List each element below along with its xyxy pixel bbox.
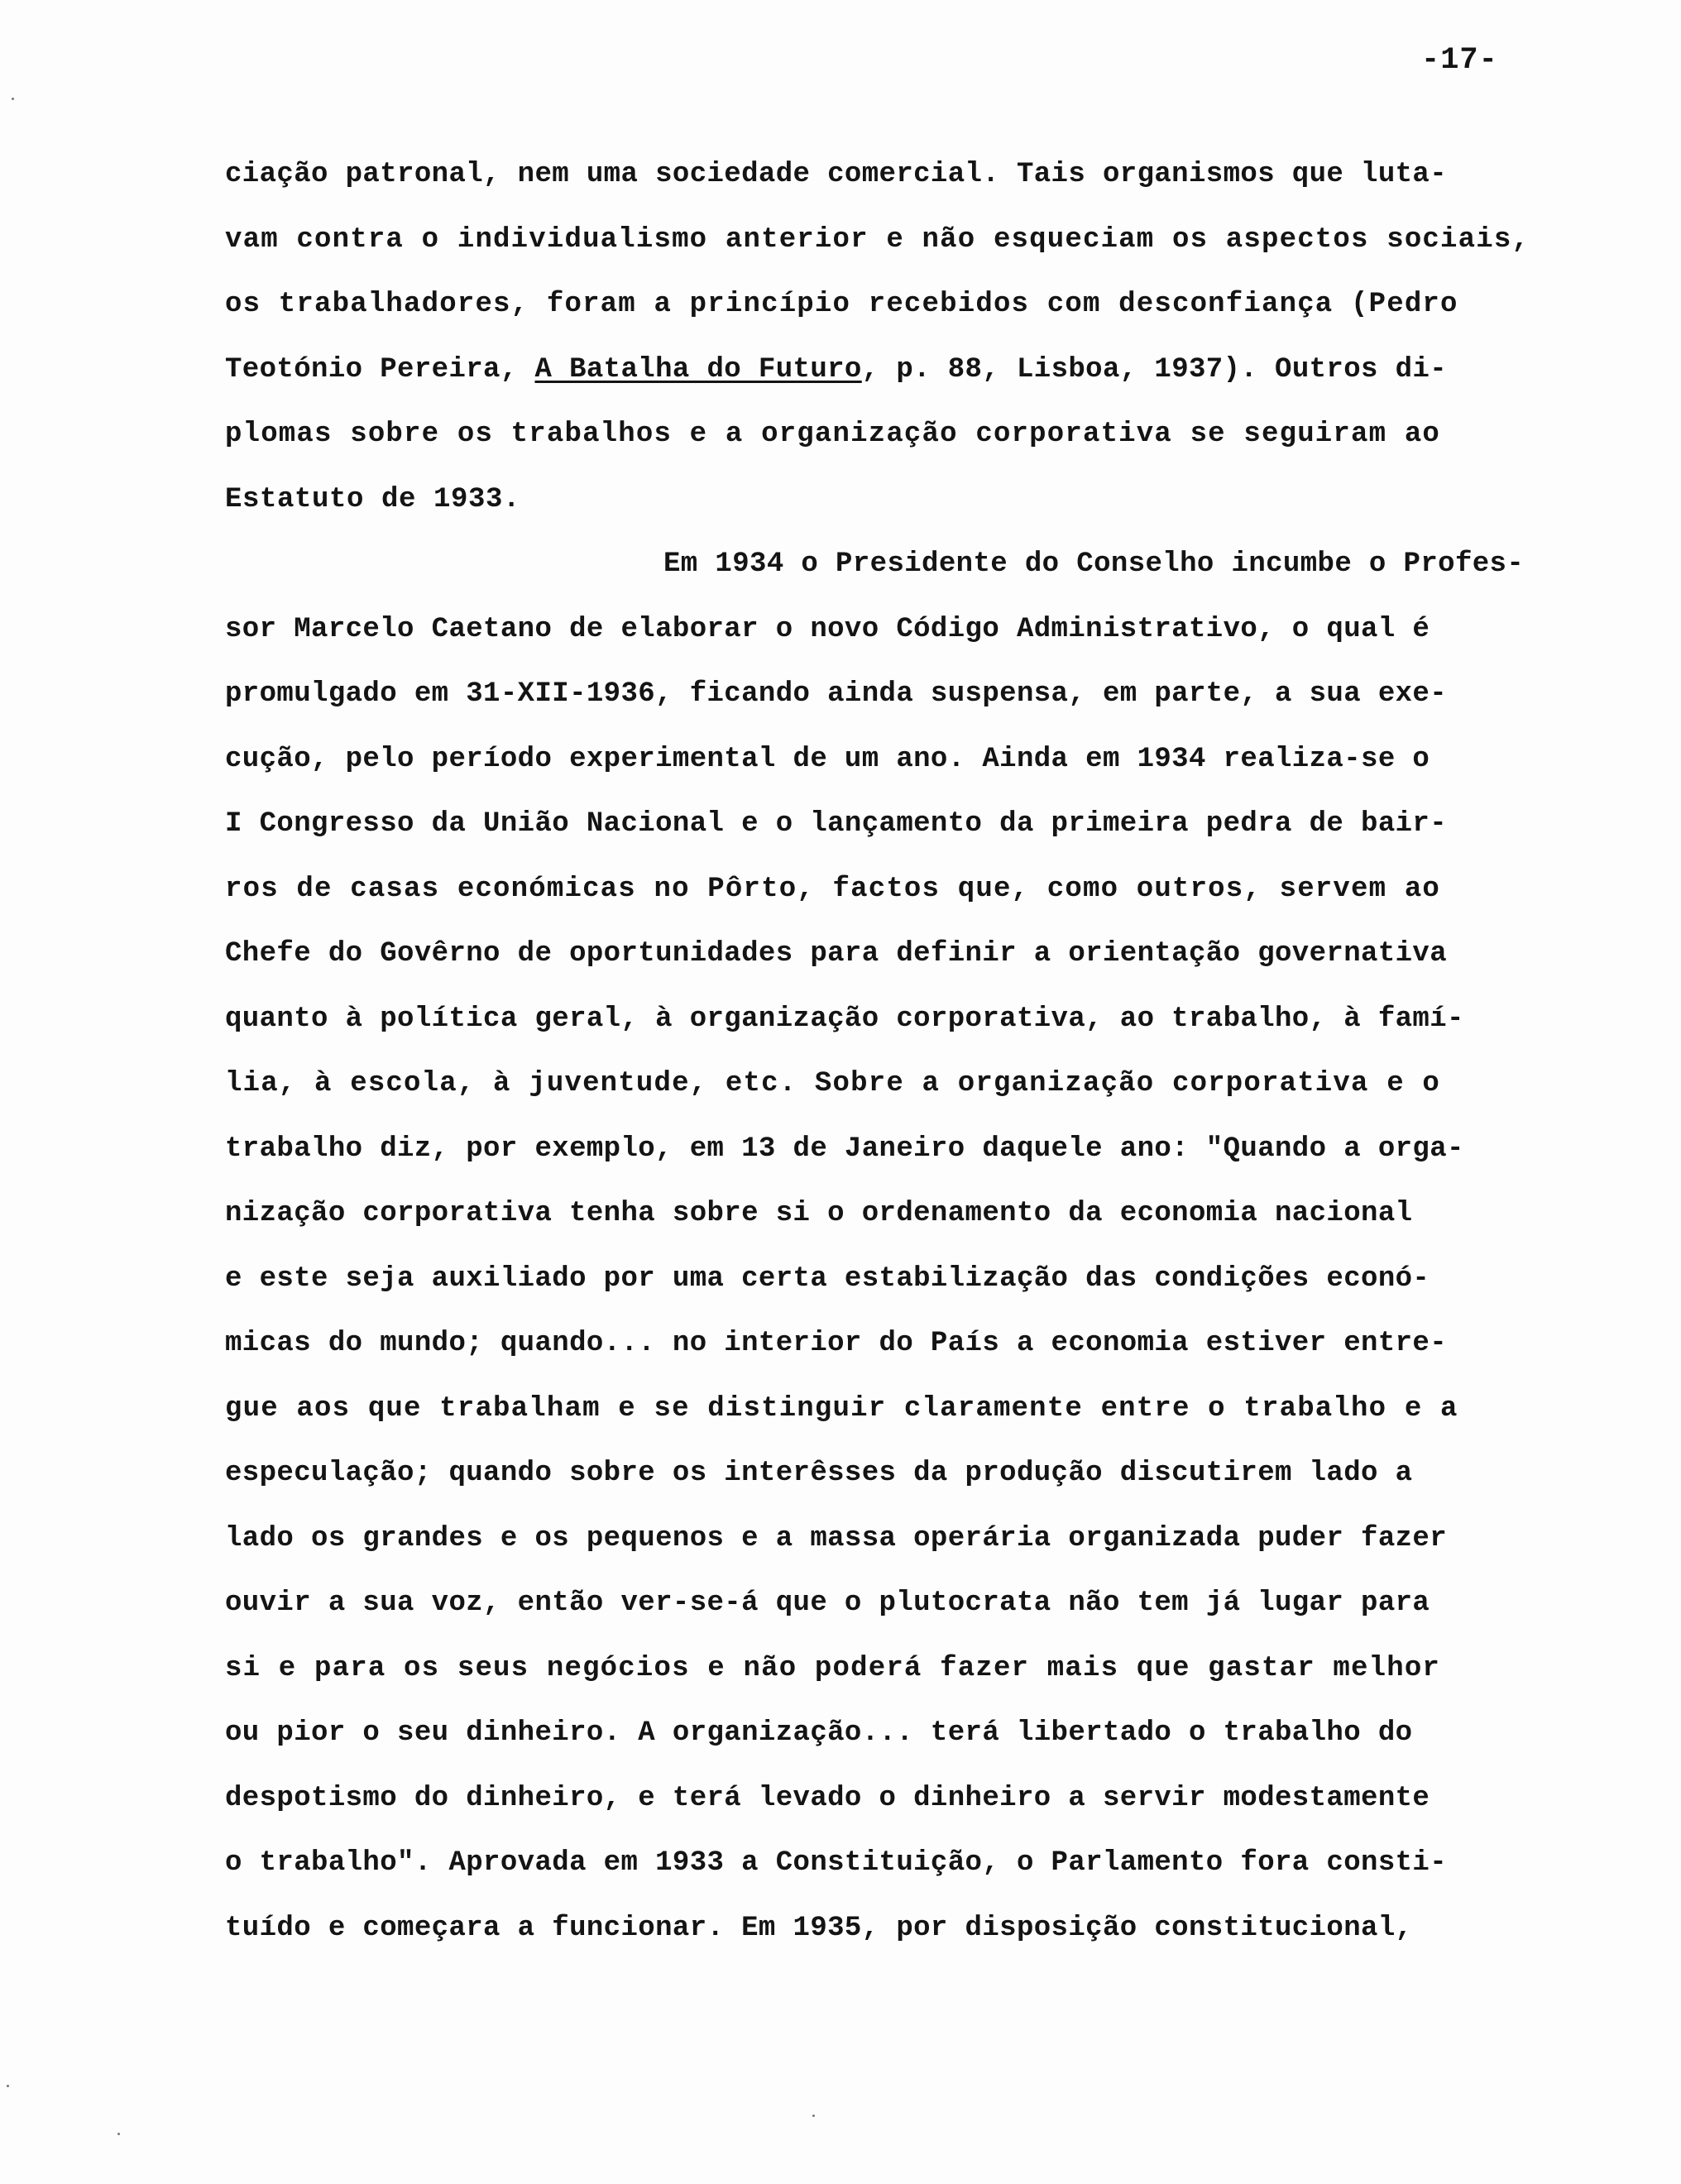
- text-line: promulgado em 31-XII-1936, ficando ainda suspensa, em parte, a sua exe-: [225, 678, 1448, 710]
- text-line: [225, 338, 1648, 403]
- text-line: plomas sobre os trabalhos e a organização corporativa se seguiram ao: [225, 419, 1441, 450]
- text-line: ou pior o seu dinheiro. A organização... terá libertado o trabalho do: [225, 1717, 1413, 1749]
- text-segment: Teotónio Pereira,: [225, 353, 535, 386]
- text-line: despotismo do dinheiro, e terá levado o dinheiro a servir modestamente: [225, 1782, 1430, 1814]
- paragraph-start: Em 1934 o Presidente do Conselho incumbe o Profes-: [663, 548, 1525, 580]
- text-line: ros de casas económicas no Pôrto, factos que, como outros, servem ao: [225, 873, 1441, 905]
- text-line: e este seja auxiliado por uma certa estabilização das condições econó-: [225, 1262, 1430, 1295]
- text-line: especulação; quando sobre os interêsses da produção discutirem lado a: [225, 1458, 1413, 1489]
- text-line: ouvir a sua voz, então ver-se-á que o plutocrata não tem já lugar para: [225, 1588, 1430, 1619]
- text-line: cução, pelo período experimental de um ano. Ainda em 1934 realiza-se o: [225, 743, 1430, 775]
- text-line: sor Marcelo Caetano de elaborar o novo Código Administrativo, o qual é: [225, 613, 1430, 645]
- scan-speck: [812, 2115, 815, 2117]
- text-line: gue aos que trabalham e se distinguir claramente entre o trabalho e a: [225, 1392, 1458, 1425]
- page-number: -17-: [1421, 43, 1498, 78]
- text-line: tuído e começara a funcionar. Em 1935, por disposição constitucional,: [225, 1912, 1413, 1944]
- scan-speck: [117, 2133, 120, 2135]
- body-text: [225, 142, 1648, 1961]
- text-segment: , p. 88, Lisboa, 1937). Outros di-: [861, 353, 1448, 386]
- text-line: micas do mundo; quando... no interior do País a economia estiver entre-: [225, 1328, 1448, 1359]
- text-line: I Congresso da União Nacional e o lançamento da primeira pedra de bair-: [225, 808, 1448, 840]
- text-line: vam contra o individualismo anterior e não esqueciam os aspectos sociais,: [225, 223, 1530, 256]
- scan-speck: [7, 2085, 9, 2087]
- scan-speck: [12, 98, 14, 100]
- text-line: Estatuto de 1933.: [225, 483, 521, 515]
- book-title: A Batalha do Futuro: [534, 353, 862, 386]
- text-line: si e para os seus negócios e não poderá fazer mais que gastar melhor: [225, 1652, 1441, 1684]
- text-line: o trabalho". Aprovada em 1933 a Constituição, o Parlamento fora consti-: [225, 1847, 1448, 1879]
- text-line: lia, à escola, à juventude, etc. Sobre a organização corporativa e o: [225, 1068, 1441, 1099]
- text-line: lado os grandes e os pequenos e a massa operária organizada puder fazer: [225, 1522, 1448, 1554]
- text-line: os trabalhadores, foram a princípio recebidos com desconfiança (Pedro: [225, 289, 1458, 320]
- text-line: Chefe do Govêrno de oportunidades para definir a orientação governativa: [225, 938, 1448, 970]
- text-line: nização corporativa tenha sobre si o ordenamento da economia nacional: [225, 1198, 1413, 1229]
- text-line: trabalho diz, por exemplo, em 13 de Janeiro daquele ano: "Quando a orga-: [225, 1133, 1464, 1165]
- text-line: quanto à política geral, à organização corporativa, ao trabalho, à famí-: [225, 1003, 1464, 1035]
- text-line: ciação patronal, nem uma sociedade comercial. Tais organismos que luta-: [225, 159, 1448, 190]
